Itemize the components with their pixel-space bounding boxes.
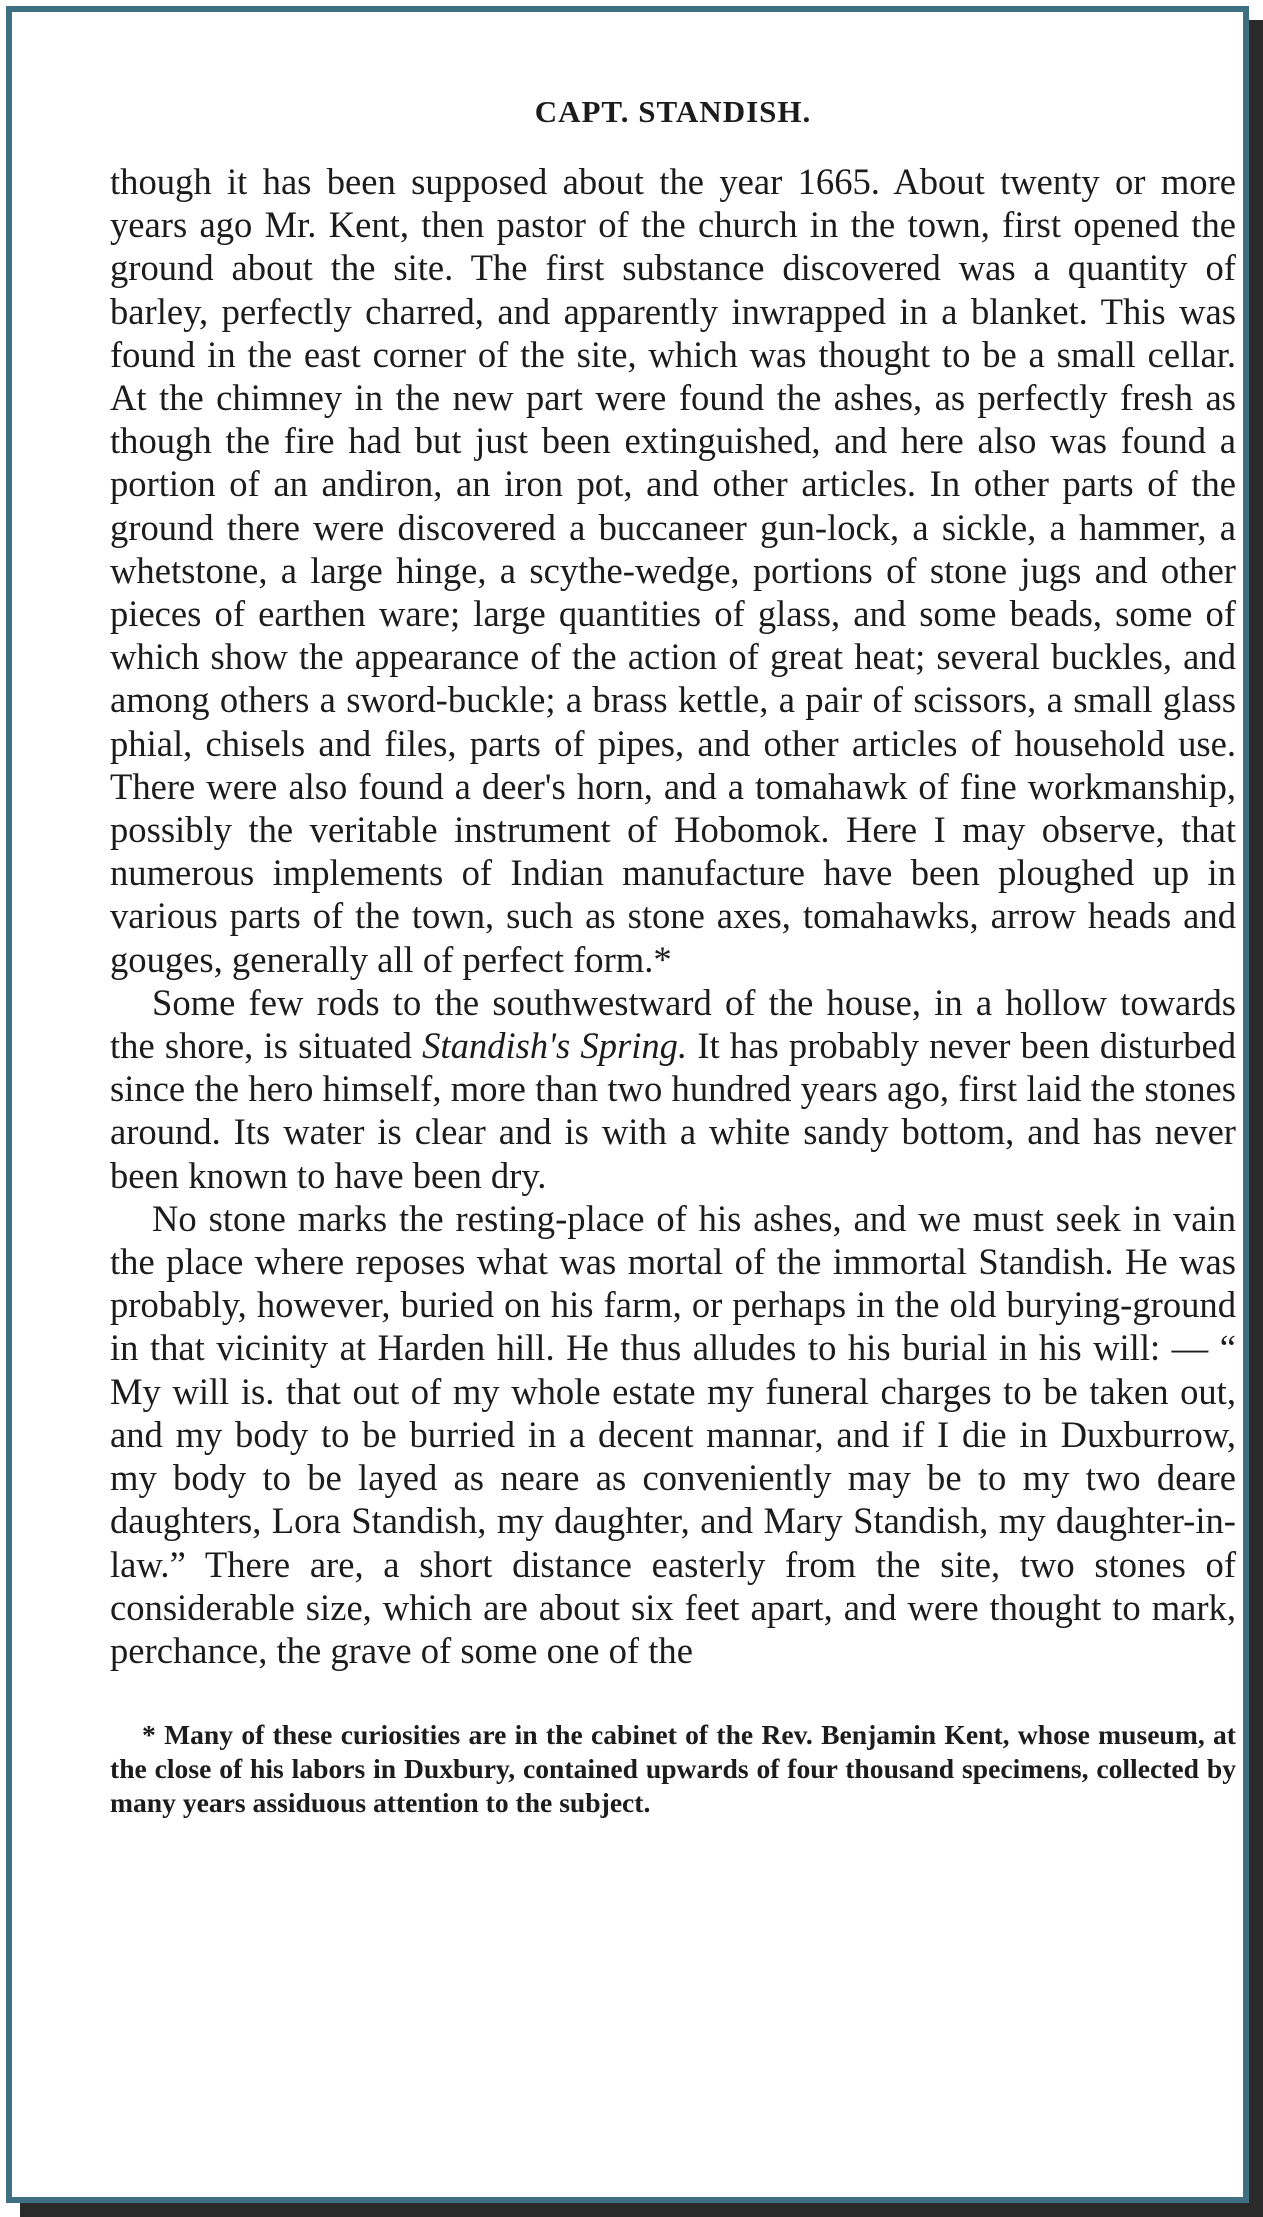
page-frame [6, 6, 1249, 2203]
paragraph-2-text-b: It has probably never been disturbed since the hero himself, more than two hundred years ago, first laid the stones around. Its water is clear and is with a white sandy bottom, and has never been known to have been dry. [110, 1025, 1237, 1196]
footnote: * Many of these curiosities are in the cabinet of the Rev. Benjamin Kent, whose museum, at the close of his labors in Duxbury, contained upwards of four thousand specimens, collected by many years assiduous attention to the subject. [110, 1719, 1236, 1819]
book-page [110, 84, 1236, 1820]
paragraph-1: though it has been supposed about the year 1665. About twenty or more years ago Mr. Kent, then pastor of the church in the town, first opened the ground about the site. The first substance discovered was a quantity of barley, perfectly charred, and apparently inwrapped in a blanket. This was found in the east corner of the site, which was thought to be a small cellar. At the chimney in the new part were found the ashes, as perfectly fresh as though the fire had but just been extinguished, and here also was found a portion of an andiron, an iron pot, and other articles. In other parts of the ground there were discovered a buccaneer gun-lock, a sickle, a hammer, a whetstone, a large hinge, a scythe-wedge, portions of stone jugs and other pieces of earthen ware; large quantities of glass, and some beads, some of which show the appearance of the action of great heat; several buckles, and among others a sword-buckle; a brass kettle, a pair of scissors, a small glass phial, chisels and files, parts of pipes, and other articles of household use. There were also found a deer's horn, and a tomahawk of fine workmanship, possibly the veritable instrument of Hobomok. Here I may observe, that numerous implements of Indian manufacture have been ploughed up in various parts of the town, such as stone axes, tomahawks, arrow heads and gouges, generally all of perfect form.* [110, 161, 1236, 980]
paragraph-2 [110, 981, 1236, 1197]
standish-spring-italic: Standish's Spring. [422, 1025, 688, 1067]
paragraph-3: No stone marks the resting-place of his ashes, and we must seek in vain the place where reposes what was mortal of the immortal Standish. He was probably, however, buried on his farm, or perhaps in the old burying-ground in that vicinity at Harden hill. He thus alludes to his burial in his will: — “ My will is. that out of my whole estate my funeral charges to be taken out, and my body to be burried in a decent mannar, and if I die in Duxburrow, my body to be layed as neare as conveniently may be to my two deare daughters, Lora Standish, my daughter, and Mary Standish, my daughter-in-law.” There are, a short distance easterly from the site, two stones of considerable size, which are about six feet apart, and were thought to mark, perchance, the grave of some one of the [110, 1197, 1236, 1671]
body-text [110, 160, 1236, 1672]
running-head: CAPT. STANDISH. [534, 94, 812, 129]
paragraph-2-text-a: Some few rods to the southwestward of the house, in a hollow towards the shore, is situated [110, 981, 1236, 1067]
